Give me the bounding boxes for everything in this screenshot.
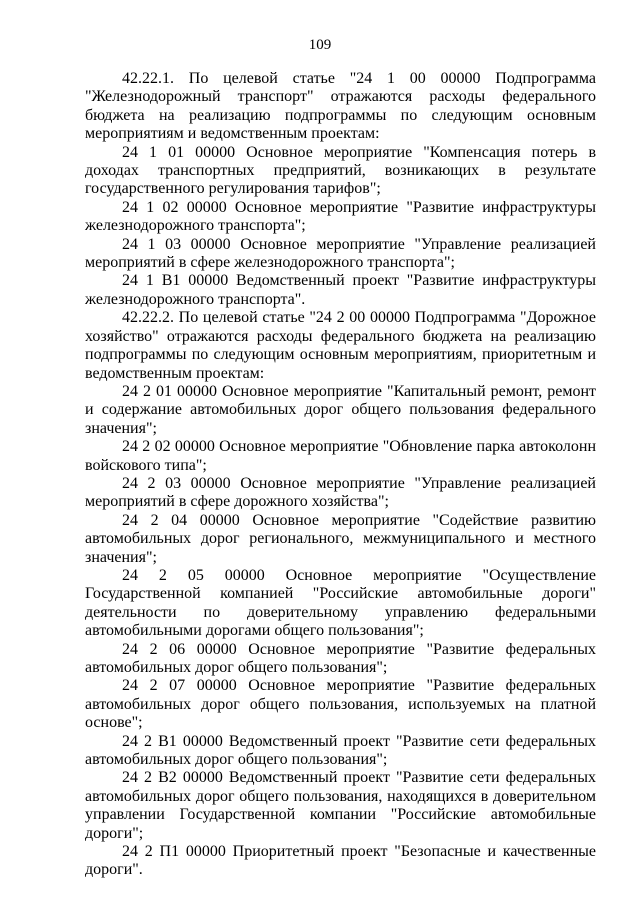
list-item: 24 2 04 00000 Основное мероприятие "Содействие развитию автомобильных дорог регионального, межмуниципального и местного значения"; bbox=[85, 511, 596, 566]
list-item: 24 1 02 00000 Основное мероприятие "Развитие инфраструктуры железнодорожного транспорта"; bbox=[85, 198, 596, 235]
list-item: 24 2 В2 00000 Ведомственный проект "Развитие сети федеральных автомобильных дорог общего пользования, находящихся в доверительном управлении Государственной компании "Российские автомобильные дороги"; bbox=[85, 769, 596, 842]
list-item: 24 2 05 00000 Основное мероприятие "Осуществление Государственной компанией "Российские автомобильные дороги" деятельности по доверительному управлению федеральными автомобильными дорогами общего пользования"; bbox=[85, 566, 596, 640]
list-item: 24 1 03 00000 Основное мероприятие "Управление реализацией мероприятий в сфере железнодорожного транспорта"; bbox=[85, 235, 596, 272]
page-number: 109 bbox=[308, 37, 332, 53]
paragraph-42-22-1: 42.22.1. По целевой статье "24 1 00 00000 Подпрограмма "Железнодорожный транспорт" отражаются расходы федерального бюджета на реализацию подпрограммы по следующим основным мероприятиям и ведомственным проектам: bbox=[85, 70, 596, 143]
list-item: 24 2 В1 00000 Ведомственный проект "Развитие сети федеральных автомобильных дорог общего пользования"; bbox=[85, 732, 596, 769]
list-item: 24 2 П1 00000 Приоритетный проект "Безопасные и качественные дороги". bbox=[85, 843, 596, 879]
list-item: 24 2 03 00000 Основное мероприятие "Управление реализацией мероприятий в сфере дорожного хозяйства"; bbox=[85, 474, 596, 511]
paragraph-42-22-2: 42.22.2. По целевой статье "24 2 00 00000 Подпрограмма "Дорожное хозяйство" отражаются расходы федерального бюджета на реализацию подпрограммы по следующим основным мероприятиям, приоритетным и ведомственным проектам: bbox=[85, 309, 596, 382]
list-item: 24 1 В1 00000 Ведомственный проект "Развитие инфраструктуры железнодорожного транспорта". bbox=[85, 272, 596, 308]
list-item: 24 2 07 00000 Основное мероприятие "Развитие федеральных автомобильных дорог общего пользования, используемых на платной основе"; bbox=[85, 677, 596, 732]
list-item: 24 2 01 00000 Основное мероприятие "Капитальный ремонт, ремонт и содержание автомобильных дорог общего пользования федерального значения"; bbox=[85, 382, 596, 437]
list-item: 24 1 01 00000 Основное мероприятие "Компенсация потерь в доходах транспортных предприятий, возникающих в результате государственного регулирования тарифов"; bbox=[85, 143, 596, 198]
list-item: 24 2 06 00000 Основное мероприятие "Развитие федеральных автомобильных дорог общего пользования"; bbox=[85, 640, 596, 676]
list-item: 24 2 02 00000 Основное мероприятие "Обновление парка автоколонн войскового типа"; bbox=[85, 438, 596, 474]
document-body bbox=[85, 70, 596, 880]
